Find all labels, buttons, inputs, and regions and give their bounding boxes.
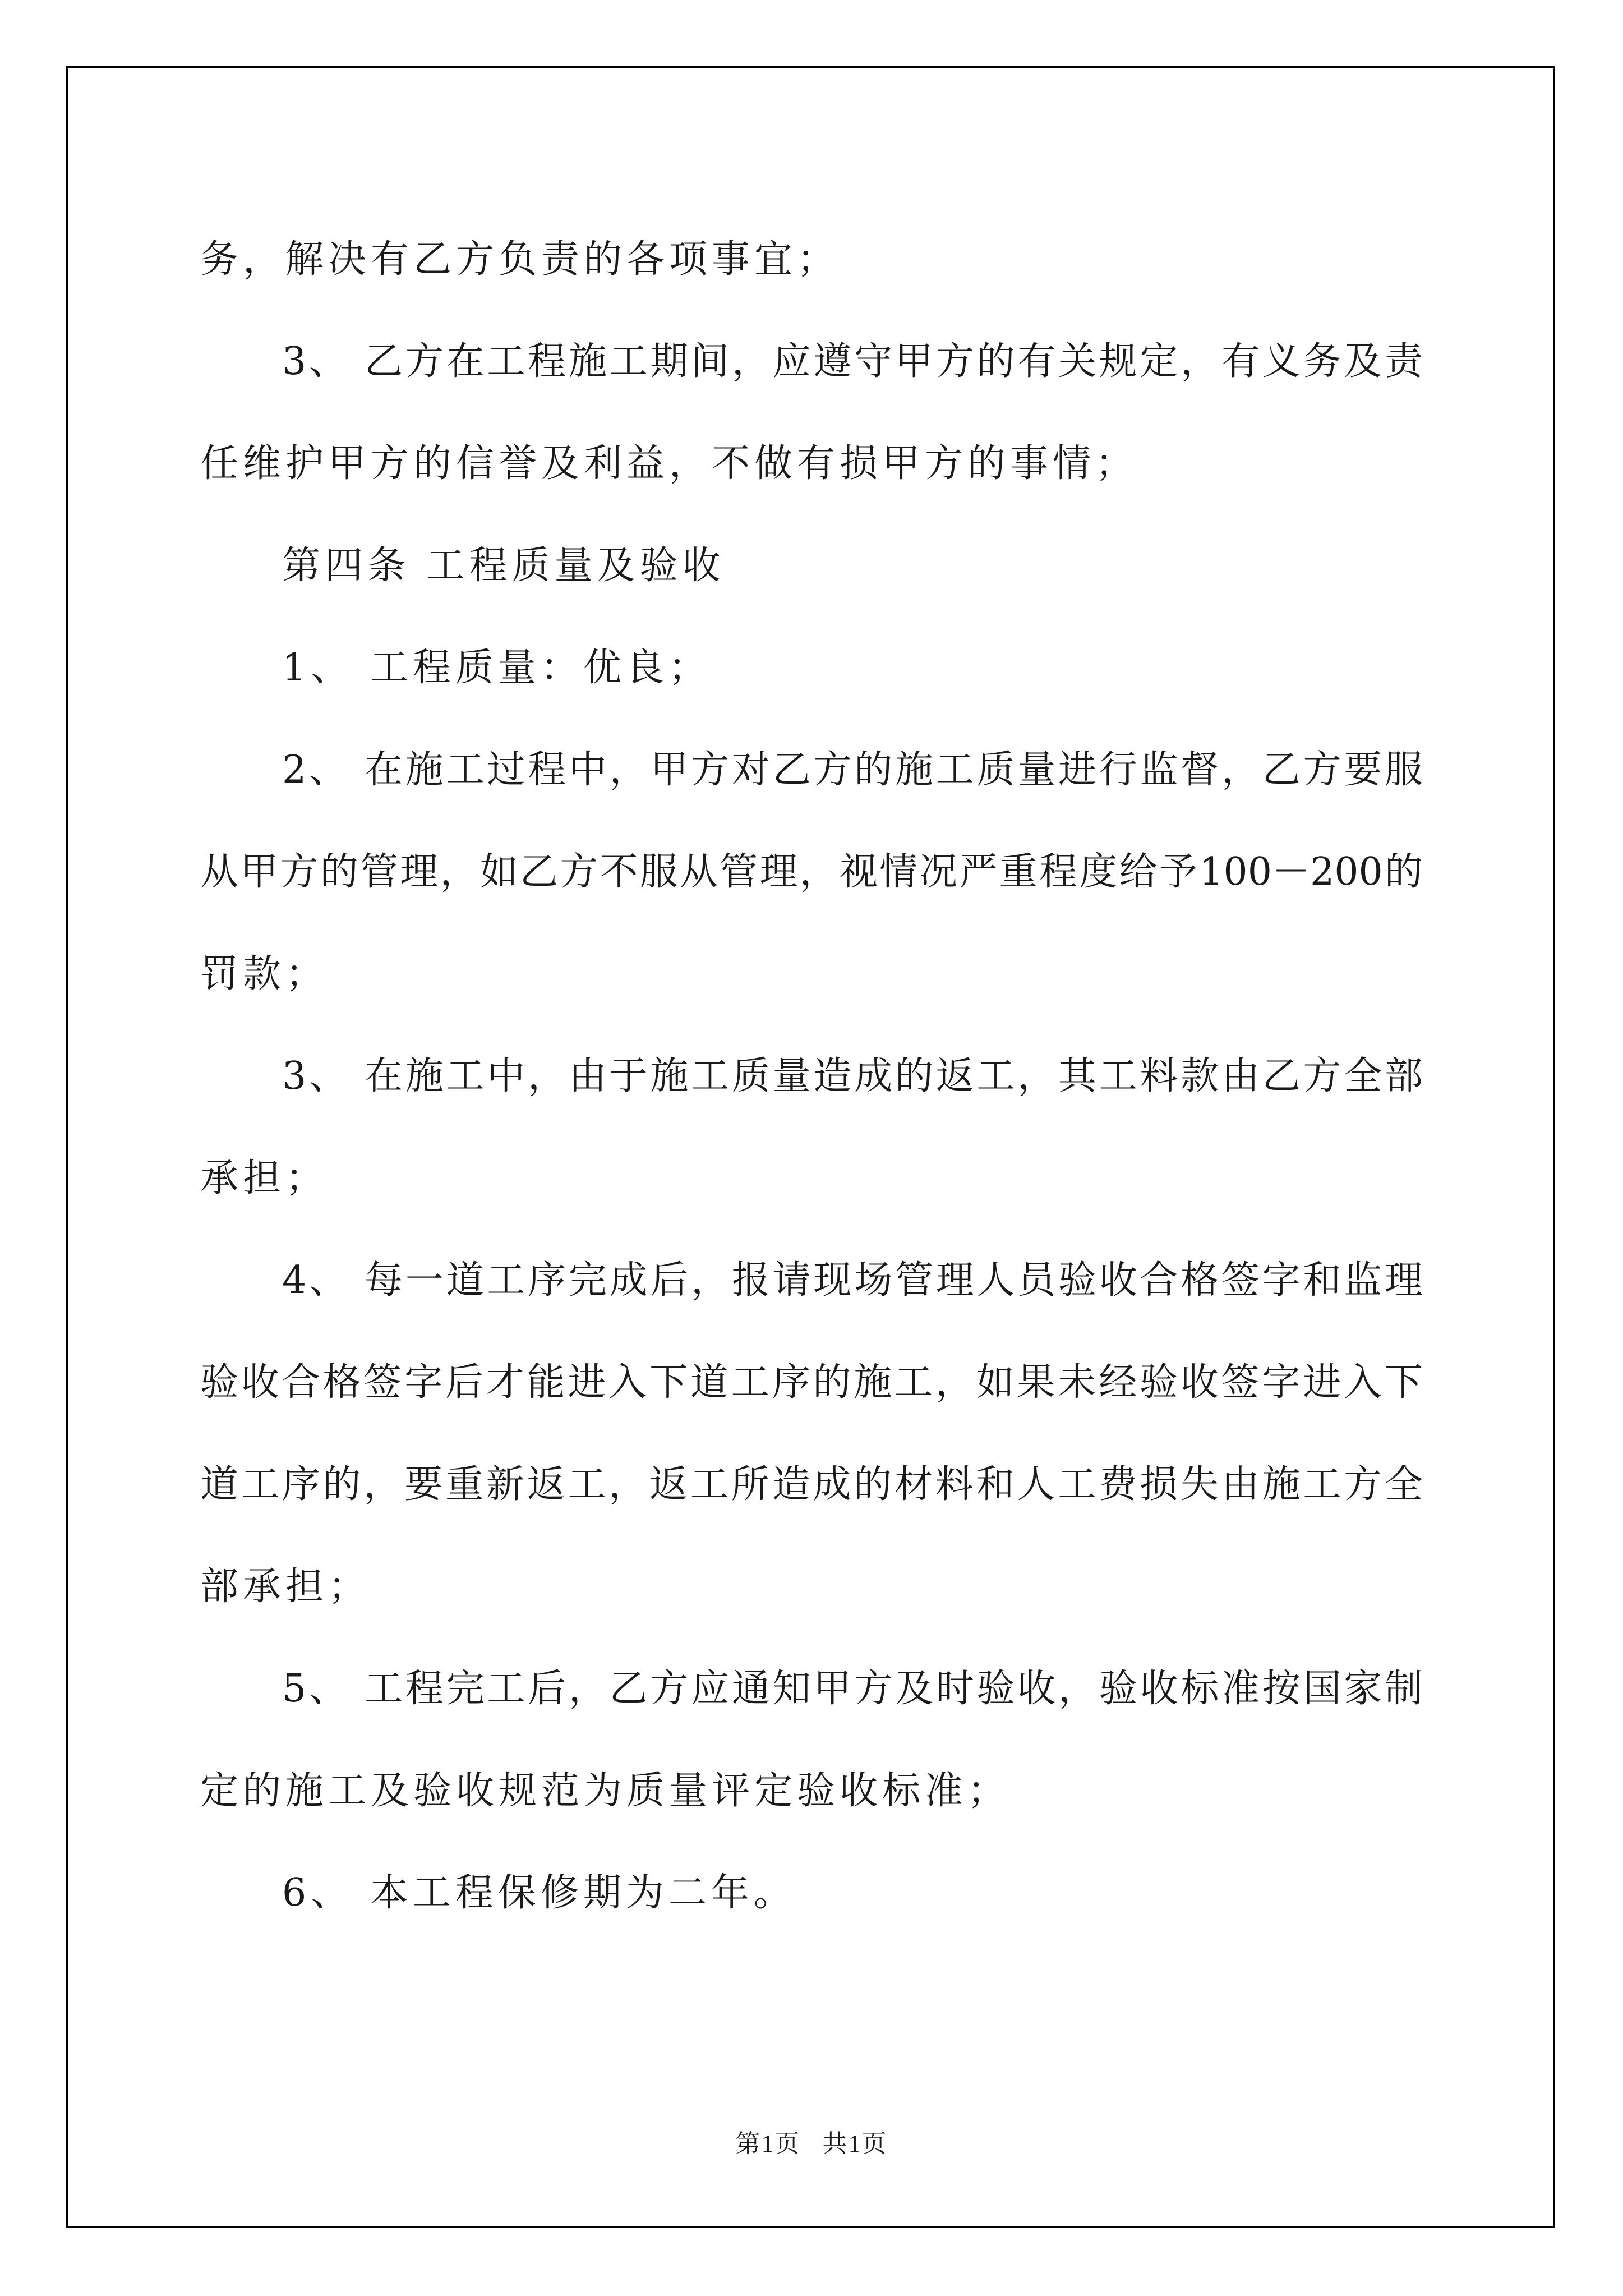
section-heading: 第四条 工程质量及验收 — [282, 544, 725, 588]
paragraph-line: 6、 本工程保修期为二年。 — [282, 1871, 796, 1915]
paragraph-line: 定的施工及验收规范为质量评定验收标准； — [200, 1769, 1011, 1813]
paragraph-line: 4、 每一道工序完成后，报请现场管理人员验收合格签字和监理 — [282, 1258, 1423, 1303]
paragraph-line: 部承担； — [200, 1565, 371, 1609]
paragraph-line: 3、 在施工中，由于施工质量造成的返工，其工料款由乙方全部 — [282, 1054, 1423, 1098]
paragraph-line: 1、 工程质量：优良； — [282, 646, 711, 690]
paragraph-line: 承担； — [200, 1156, 329, 1200]
paragraph-line: 罚款； — [200, 952, 329, 996]
paragraph-line: 道工序的，要重新返工，返工所造成的材料和人工费损失由施工方全 — [200, 1462, 1423, 1507]
paragraph-line: 从甲方的管理，如乙方不服从管理，视情况严重程度给予100－200的 — [200, 850, 1423, 894]
page-number: 第1页 共1页 — [735, 2130, 888, 2157]
paragraph-line: 5、 工程完工后，乙方应通知甲方及时验收，验收标准按国家制 — [282, 1667, 1423, 1711]
paragraph-line: 验收合格签字后才能进入下道工序的施工，如果未经验收签字进入下 — [200, 1360, 1423, 1405]
paragraph-line: 2、 在施工过程中，甲方对乙方的施工质量进行监督，乙方要服 — [282, 748, 1423, 792]
paragraph-line: 任维护甲方的信誉及利益，不做有损甲方的事情； — [200, 441, 1138, 486]
document-body — [200, 209, 1423, 1944]
paragraph-line: 3、 乙方在工程施工期间，应遵守甲方的有关规定，有义务及责 — [282, 339, 1423, 384]
paragraph-line: 务，解决有乙方负责的各项事宜； — [200, 237, 840, 282]
